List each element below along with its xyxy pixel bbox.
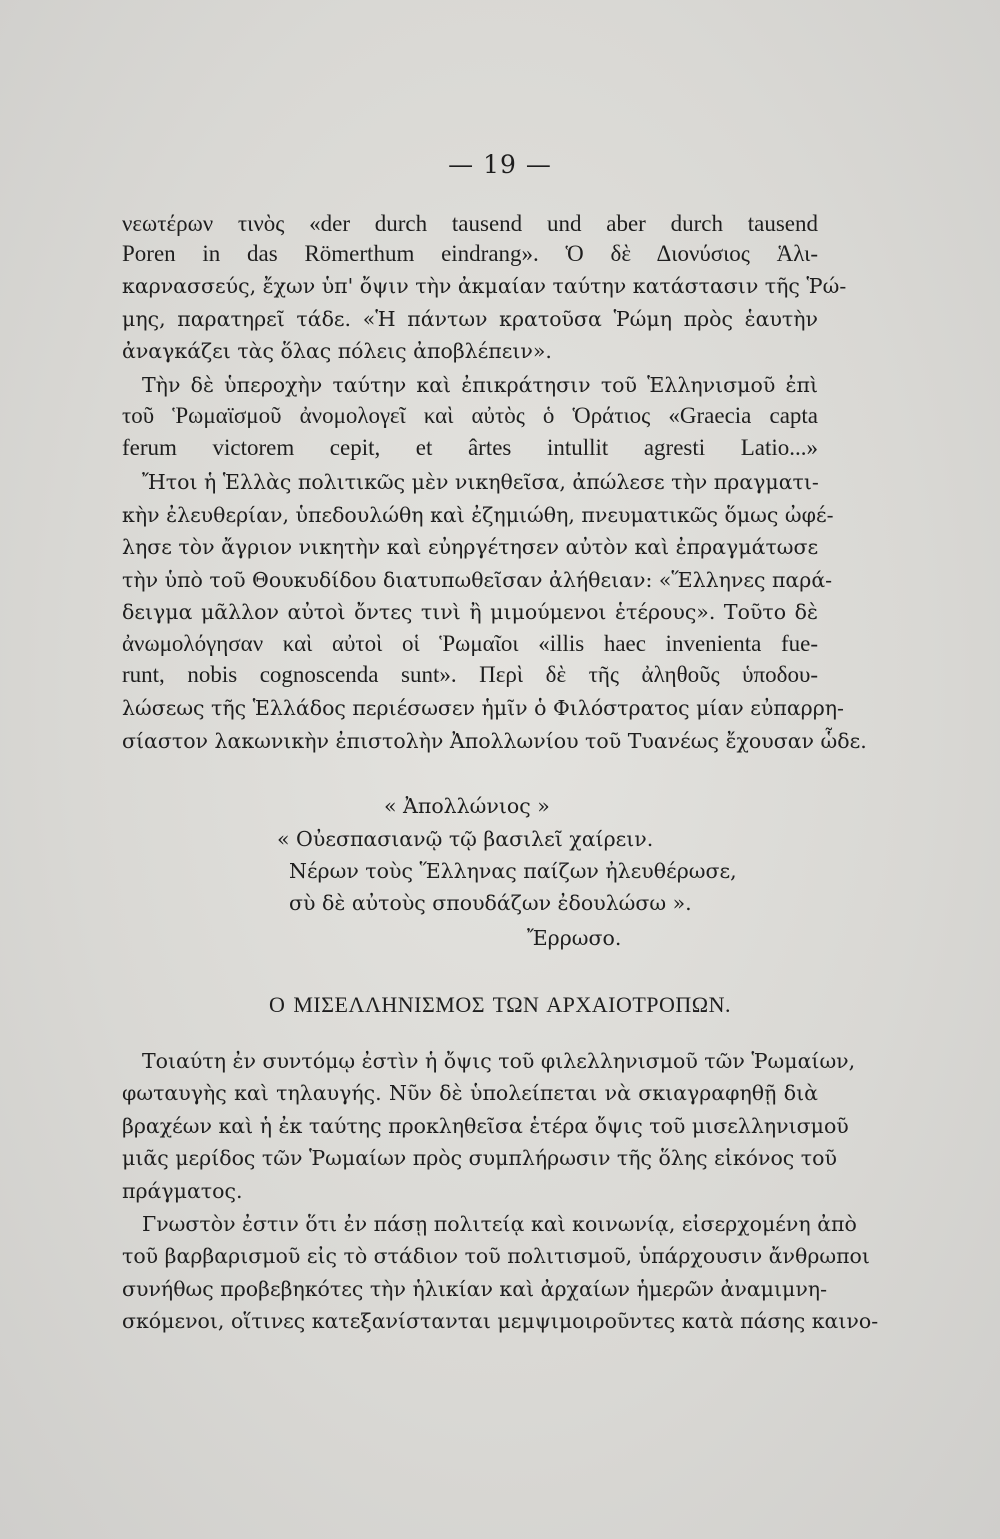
text-line: δειγμα μᾶλλον αὐτοὶ ὄντες τινὶ ἢ μιμούμενοι ἑτέρους». Τοῦτο δὲ	[122, 600, 818, 624]
text-line: ἀναγκάζει τὰς ὅλας πόλεις ἀποβλέπειν».	[122, 339, 552, 363]
text-line: καρνασσεύς, ἔχων ὑπ' ὄψιν τὴν ἀκμαίαν ταύτην κατάστασιν τῆς Ῥώ-	[122, 274, 847, 298]
letter-line: Νέρων τοὺς Ἕλληνας παίζων ἠλευθέρωσε,	[289, 859, 737, 883]
text-line: Τοιαύτη ἐν συντόμῳ ἐστὶν ἡ ὄψις τοῦ φιλελληνισμοῦ τῶν Ῥωμαίων,	[142, 1049, 856, 1073]
text-line: Ἤτοι ἡ Ἑλλὰς πολιτικῶς μὲν νικηθεῖσα, ἀπώλεσε τὴν πραγματι-	[142, 470, 819, 494]
letter-header: « Ἀπολλώνιος »	[384, 794, 550, 818]
text-line: πράγματος.	[122, 1179, 243, 1203]
text-line: νεωτέρων τινὸς «der durch tausend und aber durch tausend	[122, 211, 818, 236]
text-line: ferum victorem cepit, et ârtes intullit agresti Latio...»	[122, 435, 818, 460]
text-line: μιᾶς μερίδος τῶν Ῥωμαίων πρὸς συμπλήρωσιν τῆς ὅλης εἰκόνος τοῦ	[122, 1146, 837, 1170]
text-line: Γνωστὸν ἐστιν ὅτι ἐν πάσῃ πολιτείᾳ καὶ κοινωνίᾳ, εἰσερχομένη ἀπὸ	[142, 1212, 857, 1236]
text-line: ἀνωμολόγησαν καὶ αὐτοὶ οἱ Ῥωμαῖοι «illis haec invenienta fue-	[122, 631, 818, 656]
text-line: σκόμενοι, οἵτινες κατεξανίστανται μεμψιμοιροῦντες κατὰ πάσης καινο-	[122, 1309, 879, 1333]
text-line: Poren in das Römerthum eindrang». Ὁ δὲ Διονύσιος Ἁλι-	[122, 241, 818, 266]
letter-closing: Ἔρρωσο.	[527, 926, 622, 950]
text-line: Τὴν δὲ ὑπεροχὴν ταύτην καὶ ἐπικράτησιν τοῦ Ἑλληνισμοῦ ἐπὶ	[142, 373, 818, 397]
page-number: — 19 —	[448, 150, 552, 179]
letter-greeting: « Οὐεσπασιανῷ τῷ βασιλεῖ χαίρειν.	[277, 827, 654, 851]
text-line: λώσεως τῆς Ἑλλάδος περιέσωσεν ἡμῖν ὁ Φιλόστρατος μίαν εὐπαρρη-	[122, 696, 844, 720]
text-line: τὴν ὑπὸ τοῦ Θουκυδίδου διατυπωθεῖσαν ἀλήθειαν: «Ἕλληνες παρά-	[122, 568, 833, 592]
text-line: runt, nobis cognoscenda sunt». Περὶ δὲ τῆς ἀληθοῦς ὑποδου-	[122, 662, 818, 687]
text-line: συνήθως προβεβηκότες τὴν ἡλικίαν καὶ ἀρχαίων ἡμερῶν ἀναμιμνη-	[122, 1277, 828, 1301]
text-line: τοῦ Ῥωμαϊσμοῦ ἀνομολογεῖ καὶ αὐτὸς ὁ Ὁράτιος «Graecia capta	[122, 403, 818, 428]
section-heading: Ο ΜΙΣΕΛΛΗΝΙΣΜΟΣ ΤΩΝ ΑΡΧΑΙΟΤΡΟΠΩΝ.	[268, 992, 732, 1017]
text-line: φωταυγὴς καὶ τηλαυγής. Νῦν δὲ ὑπολείπεται νὰ σκιαγραφηθῇ διὰ	[122, 1081, 818, 1105]
text-line: μης, παρατηρεῖ τάδε. «Ἡ πάντων κρατοῦσα Ῥώμη πρὸς ἑαυτὴν	[122, 307, 818, 331]
text-line: λησε τὸν ἄγριον νικητὴν καὶ εὐηργέτησεν αὐτὸν καὶ ἐπραγμάτωσε	[122, 535, 819, 559]
letter-line: σὺ δὲ αὐτοὺς σπουδάζων ἐδουλώσω ».	[289, 891, 692, 915]
text-line: σίαστον λακωνικὴν ἐπιστολὴν Ἀπολλωνίου τοῦ Τυανέως ἔχουσαν ὧδε.	[122, 729, 867, 753]
text-line: κὴν ἐλευθερίαν, ὑπεδουλώθη καὶ ἐζημιώθη, πνευματικῶς ὅμως ὠφέ-	[122, 503, 834, 527]
text-line: βραχέων καὶ ἡ ἐκ ταύτης προκληθεῖσα ἑτέρα ὄψις τοῦ μισελληνισμοῦ	[122, 1114, 849, 1138]
text-line: τοῦ βαρβαρισμοῦ εἰς τὸ στάδιον τοῦ πολιτισμοῦ, ὑπάρχουσιν ἄνθρωποι	[122, 1244, 870, 1268]
